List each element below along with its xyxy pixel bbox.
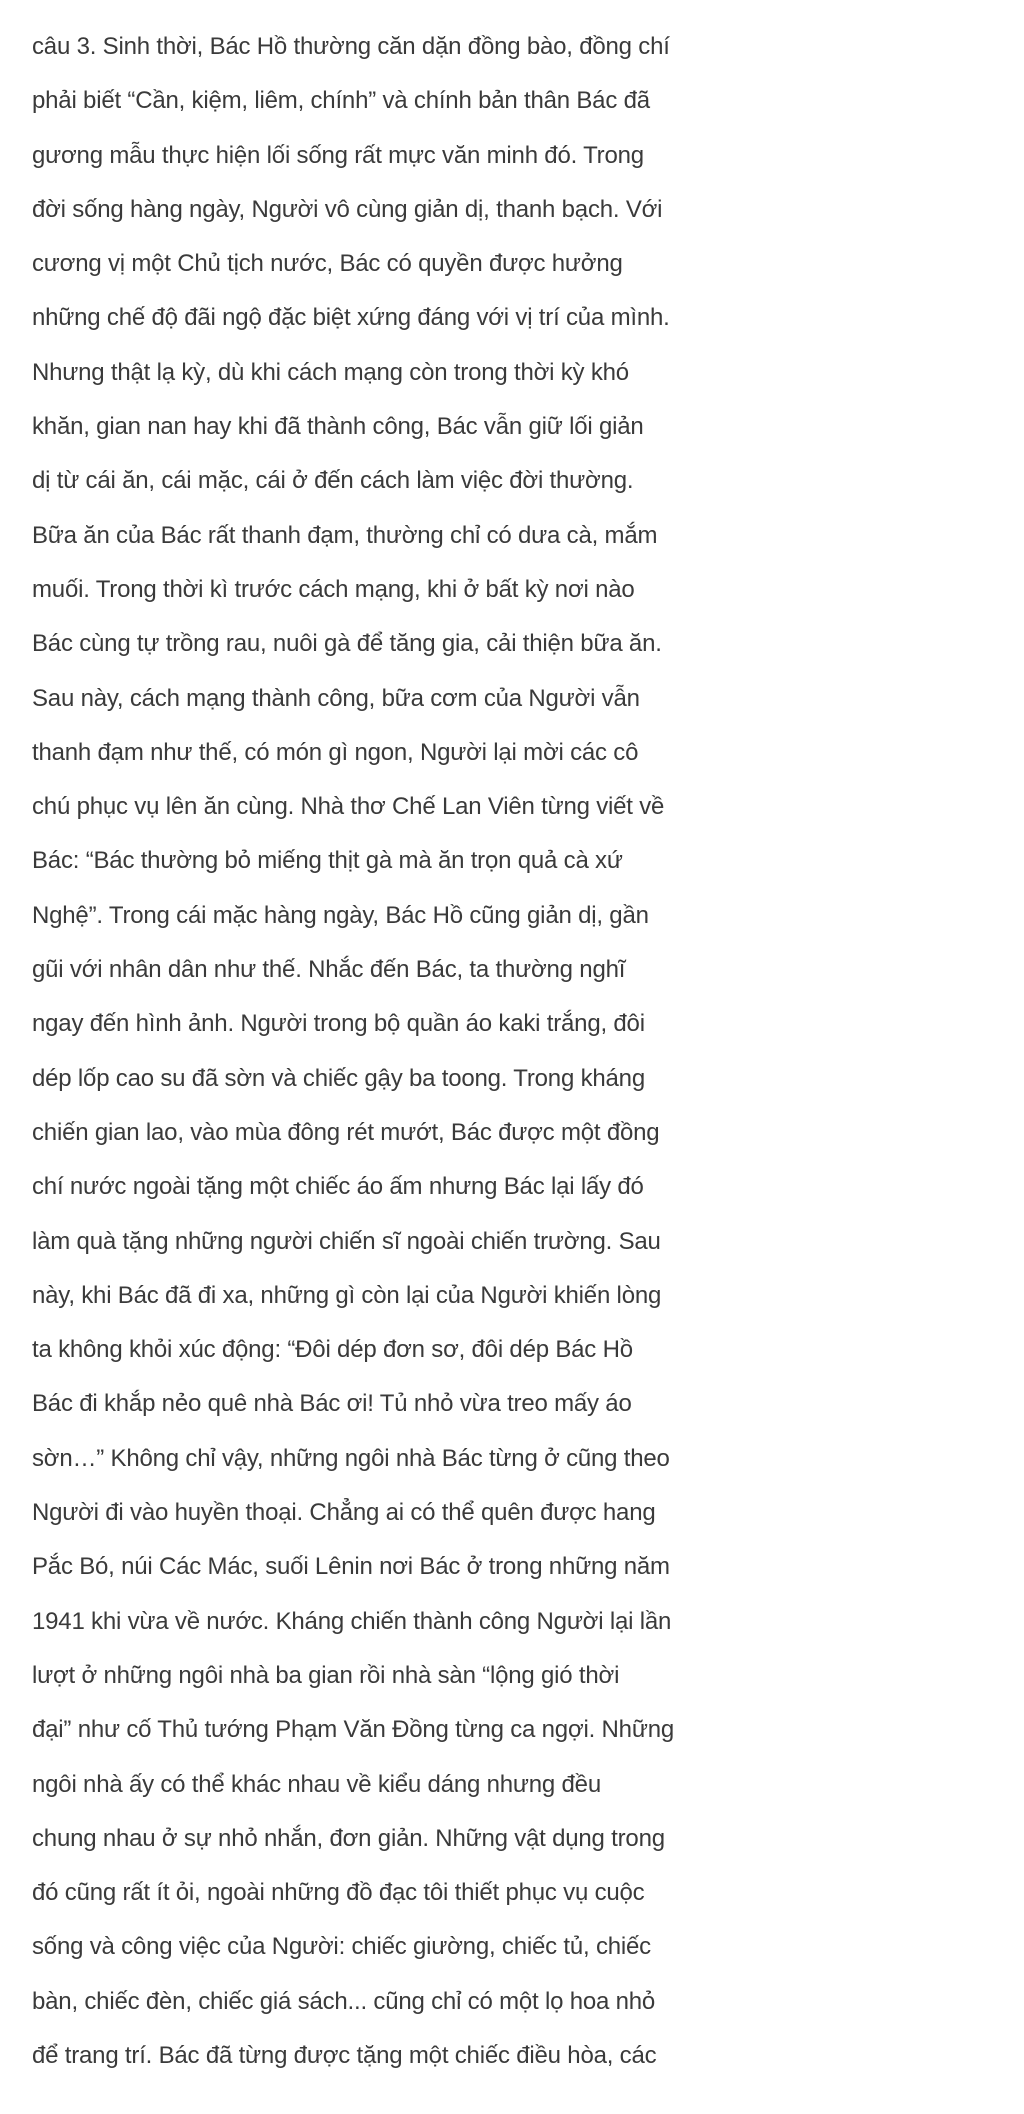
text-line: muối. Trong thời kì trước cách mạng, khi ở bất kỳ nơi nào bbox=[32, 575, 635, 603]
text-line: cương vị một Chủ tịch nước, Bác có quyền được hưởng bbox=[32, 250, 623, 278]
text-line: Nhưng thật lạ kỳ, dù khi cách mạng còn trong thời kỳ khó bbox=[32, 358, 629, 386]
text-line: chú phục vụ lên ăn cùng. Nhà thơ Chế Lan Viên từng viết về bbox=[32, 793, 665, 821]
text-line: gương mẫu thực hiện lối sống rất mực văn minh đó. Trong bbox=[32, 141, 644, 169]
text-line: 1941 khi vừa về nước. Kháng chiến thành công Người lại lần bbox=[32, 1607, 672, 1635]
text-line: Bác đi khắp nẻo quê nhà Bác ơi! Tủ nhỏ vừa treo mấy áo bbox=[32, 1390, 632, 1418]
text-line: Bữa ăn của Bác rất thanh đạm, thường chỉ có dưa cà, mắm bbox=[32, 521, 658, 549]
text-line: Người đi vào huyền thoại. Chẳng ai có thể quên được hang bbox=[32, 1499, 656, 1527]
text-line: thanh đạm như thế, có món gì ngon, Người lại mời các cô bbox=[32, 738, 639, 766]
text-line: chung nhau ở sự nhỏ nhắn, đơn giản. Những vật dụng trong bbox=[32, 1824, 665, 1852]
text-line: chiến gian lao, vào mùa đông rét mướt, Bác được một đồng bbox=[32, 1118, 660, 1146]
text-line: gũi với nhân dân như thế. Nhắc đến Bác, ta thường nghĩ bbox=[32, 956, 626, 984]
text-line: làm quà tặng những người chiến sĩ ngoài chiến trường. Sau bbox=[32, 1227, 661, 1255]
text-line: ta không khỏi xúc động: “Đôi dép đơn sơ, đôi dép Bác Hồ bbox=[32, 1336, 633, 1364]
text-line: phải biết “Cần, kiệm, liêm, chính” và chính bản thân Bác đã bbox=[32, 87, 650, 115]
text-line: những chế độ đãi ngộ đặc biệt xứng đáng với vị trí của mình. bbox=[32, 304, 670, 332]
text-line: đời sống hàng ngày, Người vô cùng giản dị, thanh bạch. Với bbox=[32, 195, 663, 223]
text-line: ngay đến hình ảnh. Người trong bộ quần áo kaki trắng, đôi bbox=[32, 1010, 645, 1038]
text-line: Bác cùng tự trồng rau, nuôi gà để tăng gia, cải thiện bữa ăn. bbox=[32, 630, 662, 658]
text-line: Nghệ”. Trong cái mặc hàng ngày, Bác Hồ cũng giản dị, gần bbox=[32, 901, 649, 929]
text-line: sờn…” Không chỉ vậy, những ngôi nhà Bác từng ở cũng theo bbox=[32, 1444, 670, 1472]
text-line: lượt ở những ngôi nhà ba gian rồi nhà sàn “lộng gió thời bbox=[32, 1661, 620, 1689]
text-line: dép lốp cao su đã sờn và chiếc gậy ba toong. Trong kháng bbox=[32, 1064, 645, 1092]
text-line: ngôi nhà ấy có thể khác nhau về kiểu dáng nhưng đều bbox=[32, 1770, 601, 1798]
text-line: Pắc Bó, núi Các Mác, suối Lênin nơi Bác ở trong những năm bbox=[32, 1553, 670, 1581]
text-line: Sau này, cách mạng thành công, bữa cơm của Người vẫn bbox=[32, 684, 640, 712]
text-line: để trang trí. Bác đã từng được tặng một chiếc điều hòa, các bbox=[32, 2041, 657, 2069]
text-line: đó cũng rất ít ỏi, ngoài những đồ đạc tôi thiết phục vụ cuộc bbox=[32, 1879, 645, 1907]
text-line: dị từ cái ăn, cái mặc, cái ở đến cách làm việc đời thường. bbox=[32, 467, 634, 495]
text-line: khăn, gian nan hay khi đã thành công, Bác vẫn giữ lối giản bbox=[32, 413, 644, 441]
paragraph-text bbox=[32, 20, 1012, 2083]
text-line: bàn, chiếc đèn, chiếc giá sách... cũng chỉ có một lọ hoa nhỏ bbox=[32, 1987, 656, 2015]
text-line: câu 3. Sinh thời, Bác Hồ thường căn dặn đồng bào, đồng chí bbox=[32, 33, 670, 60]
text-line: Bác: “Bác thường bỏ miếng thịt gà mà ăn trọn quả cà xứ bbox=[32, 847, 623, 875]
text-line: chí nước ngoài tặng một chiếc áo ấm nhưng Bác lại lấy đó bbox=[32, 1173, 644, 1201]
text-line: sống và công việc của Người: chiếc giường, chiếc tủ, chiếc bbox=[32, 1933, 651, 1961]
text-line: đại” như cố Thủ tướng Phạm Văn Đồng từng ca ngợi. Những bbox=[32, 1716, 674, 1744]
text-line: này, khi Bác đã đi xa, những gì còn lại của Người khiến lòng bbox=[32, 1281, 662, 1309]
